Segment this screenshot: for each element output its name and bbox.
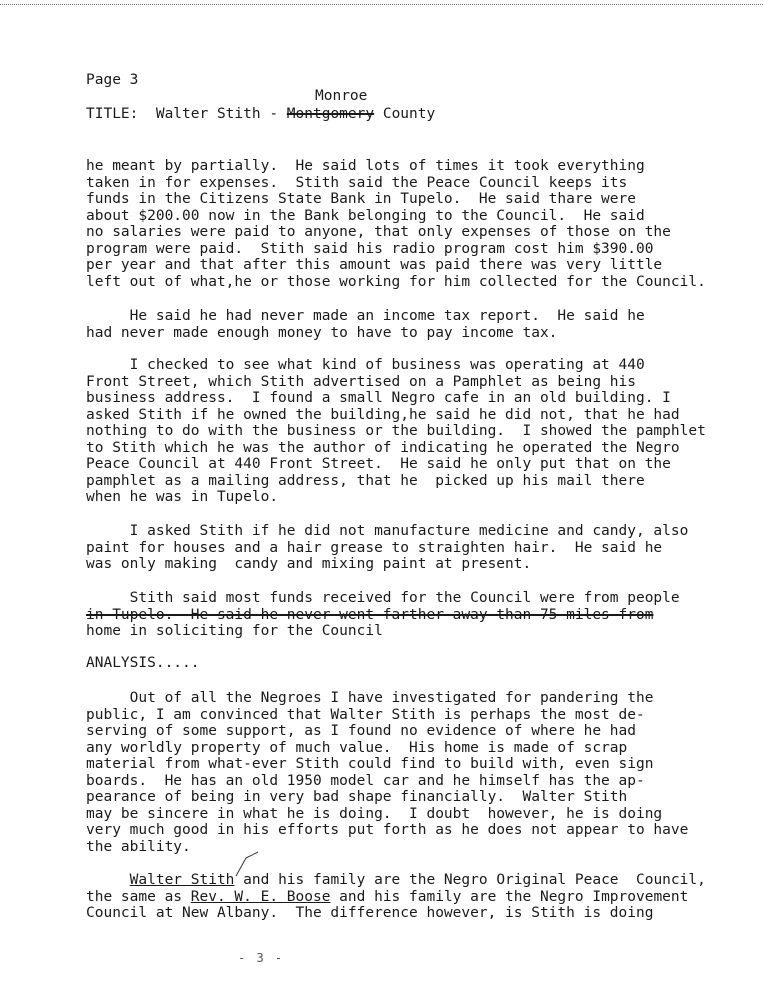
paragraph-income-tax	[86, 308, 645, 341]
text-line: serving of some support, as I found no evidence of where he had	[86, 723, 636, 739]
text-line: Council at New Albany. The difference however, is Stith is doing	[86, 905, 654, 921]
text-line: material from what-ever Stith could find to build with, even sign	[86, 756, 654, 772]
paragraph-bank-funds	[86, 158, 706, 290]
text-line: boards. He has an old 1950 model car and he himself has the ap-	[86, 772, 645, 789]
paragraph-comparison	[86, 872, 706, 922]
page-label: Page 3	[86, 72, 139, 88]
text-line: to Stith which he was the author of indicating he operated the Negro	[86, 439, 680, 456]
title-suffix: County	[374, 106, 436, 122]
county-insert: Monroe	[315, 88, 368, 104]
text-line: He said he had never made an income tax report. He said he	[86, 308, 645, 324]
indent	[86, 872, 130, 888]
footer-page-number: - 3 -	[238, 951, 285, 965]
underlined-name: Rev. W. E. Boose	[190, 888, 331, 905]
line-pre: the same as	[86, 888, 191, 905]
text-line	[86, 889, 706, 906]
text-line: public, I am convinced that Walter Stith is perhaps the most de-	[86, 706, 645, 723]
text-line: Out of all the Negroes I have investigated for pandering the	[86, 690, 654, 706]
text-line: per year and that after this amount was paid there was very little	[86, 257, 663, 273]
text-line: I asked Stith if he did not manufacture medicine and candy, also	[86, 523, 689, 539]
text-line: I checked to see what kind of business was operating at 440	[86, 357, 645, 373]
text-line: very much good in his efforts put forth as he does not appear to have	[86, 822, 689, 838]
text-line: left out of what,he or those working for him collected for the Council.	[86, 273, 706, 290]
text-line: funds in the Citizens State Bank in Tupelo. He said thare were	[86, 191, 636, 207]
text-line: when he was in Tupelo.	[86, 489, 279, 505]
text-line: pamphlet as a mailing address, that he picked up his mail there	[86, 472, 645, 489]
line-rest: and his family are the Negro Improvement	[330, 888, 689, 905]
text-line: he meant by partially. He said lots of times it took everything	[86, 158, 645, 174]
text-line: about $200.00 now in the Bank belonging to the Council. He said	[86, 207, 645, 224]
paragraph-manufacture	[86, 523, 688, 573]
text-line: program were paid. Stith said his radio program cost him $390.00	[86, 240, 654, 257]
underlined-name: Walter Stith	[129, 872, 235, 888]
analysis-heading	[86, 655, 200, 672]
paragraph-front-street	[86, 357, 706, 506]
struck-county: Montgomery	[286, 106, 375, 122]
text-line: pearance of being in very bad shape financially. Walter Stith	[86, 789, 628, 805]
text-line: Front Street, which Stith advertised on a Pamphlet as being his	[86, 373, 636, 390]
document-title	[86, 106, 435, 123]
paragraph-funds-source	[86, 590, 680, 640]
text-line: the ability.	[86, 838, 191, 855]
text-line: had never made enough money to have to pay income tax.	[86, 324, 558, 341]
text-line: Stith said most funds received for the Council were from people	[86, 590, 680, 606]
paragraph-analysis	[86, 690, 688, 855]
text-line: no salaries were paid to anyone, that only expenses of those on the	[86, 224, 671, 240]
page-top-border	[0, 4, 763, 5]
struck-text-line: in Tupelo. He said he never went farther away than 75 miles from	[86, 606, 654, 623]
section-heading: ANALYSIS.....	[86, 655, 200, 671]
text-line: may be sincere in what he is doing. I doubt however, he is doing	[86, 805, 663, 822]
text-line: paint for houses and a hair grease to straighten hair. He said he	[86, 539, 663, 556]
text-line: home in soliciting for the Council	[86, 623, 383, 639]
text-line	[86, 872, 706, 889]
text-line: taken in for expenses. Stith said the Peace Council keeps its	[86, 174, 628, 191]
text-line: nothing to do with the business or the building. I showed the pamphlet	[86, 423, 706, 439]
title-prefix: TITLE: Walter Stith -	[86, 106, 287, 122]
text-line: was only making candy and mixing paint at present.	[86, 556, 532, 572]
line-rest: and his family are the Negro Original Peace Council,	[234, 872, 706, 888]
text-line: any worldly property of much value. His home is made of scrap	[86, 739, 628, 756]
text-line: asked Stith if he owned the building,he said he did not, that he had	[86, 406, 680, 423]
text-line: Peace Council at 440 Front Street. He said he only put that on the	[86, 456, 671, 472]
text-line: business address. I found a small Negro cafe in an old building. I	[86, 390, 671, 406]
